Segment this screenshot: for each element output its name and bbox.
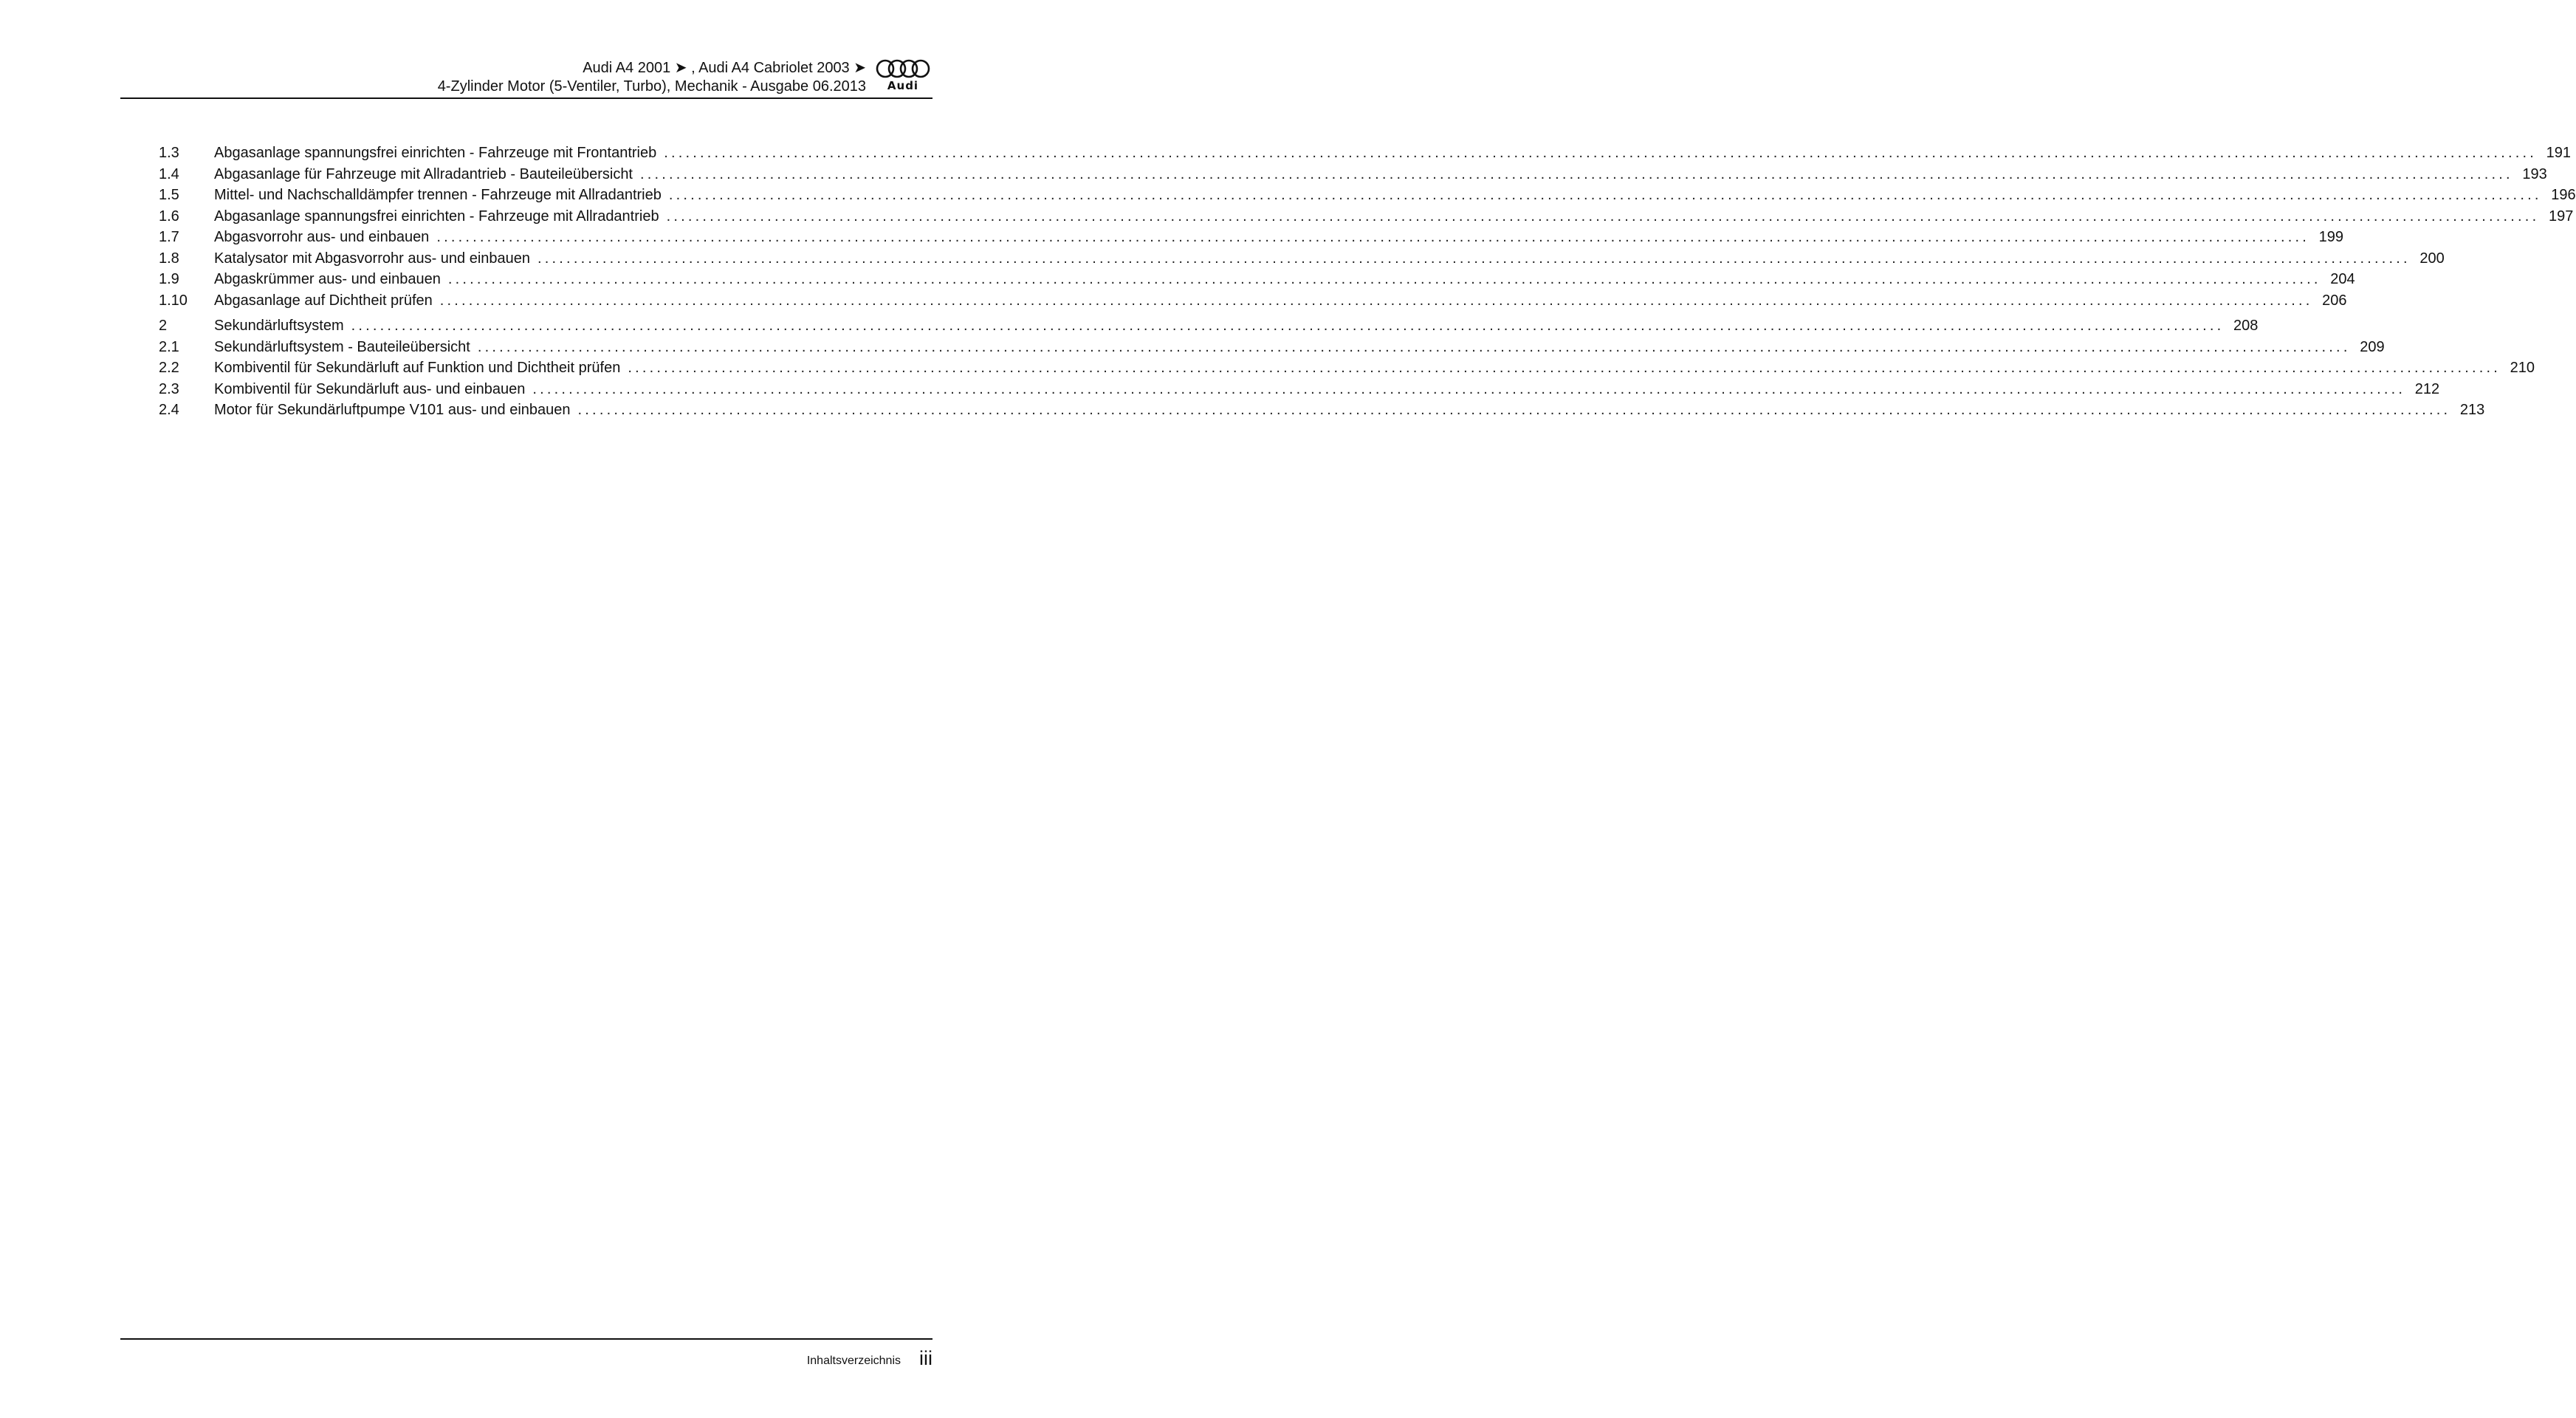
toc-dot-leader: .................................................................................................................................................................................................................................................................... (666, 208, 2540, 225)
audi-wordmark: Audi (887, 79, 919, 92)
toc-entry-title: Motor für Sekundärluftpumpe V101 aus- und einbauen (214, 402, 571, 418)
toc-entry[interactable] (159, 357, 2535, 379)
toc-entry-title: Abgasanlage auf Dichtheit prüfen (214, 292, 433, 309)
toc-entry-page: 208 (2233, 318, 2259, 334)
toc-entry-number: 1.8 (159, 250, 179, 267)
toc-dot-leader: .................................................................................................................................................................................................................................................................... (577, 402, 2451, 418)
toc-entry-page: 199 (2318, 229, 2344, 245)
toc-dot-leader: .................................................................................................................................................................................................................................................................... (436, 229, 2310, 245)
toc-entry[interactable] (159, 379, 2440, 400)
toc-entry-title: Abgasanlage spannungsfrei einrichten - Fahrzeuge mit Frontantrieb (214, 145, 657, 161)
toc-entry-title: Abgasanlage für Fahrzeuge mit Allradantrieb - Bauteileübersicht (214, 165, 633, 182)
toc-entry[interactable] (159, 248, 2445, 270)
toc-entry-title: Abgasvorrohr aus- und einbauen (214, 229, 430, 245)
audi-rings-icon (873, 59, 932, 78)
toc-entry-number: 2.3 (159, 380, 179, 397)
audi-logo (873, 59, 932, 95)
toc-entry-number: 1.5 (159, 187, 179, 203)
toc-dot-leader: .................................................................................................................................................................................................................................................................... (628, 360, 2501, 376)
toc-entry-page: 196 (2551, 187, 2576, 203)
toc-dot-leader: .................................................................................................................................................................................................................................................................... (477, 338, 2351, 355)
toc-entry[interactable] (159, 143, 2571, 164)
toc-entry-number: 1.3 (159, 145, 179, 161)
toc-entry-title: Abgaskrümmer aus- und einbauen (214, 271, 441, 287)
toc-entry-page: 213 (2459, 402, 2485, 418)
toc-entry[interactable] (159, 185, 2576, 206)
toc-entry[interactable] (159, 400, 2485, 421)
toc-entry-title: Abgasanlage spannungsfrei einrichten - Fahrzeuge mit Allradantrieb (214, 208, 659, 225)
toc-dot-leader: .................................................................................................................................................................................................................................................................... (537, 250, 2411, 267)
toc-entry-number: 2.4 (159, 402, 179, 418)
toc-entry-page: 210 (2510, 360, 2535, 376)
toc-entry-page: 191 (2546, 145, 2571, 161)
toc-entry-page: 209 (2360, 338, 2385, 355)
toc-entry-page: 193 (2522, 165, 2547, 182)
toc-entry-title: Katalysator mit Abgasvorrohr aus- und einbauen (214, 250, 531, 267)
toc-entry-number: 1.7 (159, 229, 179, 245)
toc-dot-leader: .................................................................................................................................................................................................................................................................... (447, 271, 2321, 287)
toc-entry[interactable] (159, 337, 2385, 358)
header-text (438, 59, 866, 96)
footer-divider (120, 1338, 932, 1340)
header-manual-line: 4-Zylinder Motor (5-Ventiler, Turbo), Mechanik - Ausgabe 06.2013 (437, 78, 866, 95)
toc-entry-page: 200 (2419, 250, 2445, 267)
toc-chapter-entry[interactable] (159, 315, 2259, 337)
toc-entry[interactable] (159, 227, 2344, 248)
toc-dot-leader: .................................................................................................................................................................................................................................................................... (532, 380, 2406, 397)
toc-entry-number: 2.1 (159, 338, 179, 355)
toc-entry-page: 204 (2330, 271, 2355, 287)
page-header (120, 55, 932, 99)
toc-entry-number: 2.2 (159, 360, 179, 376)
toc-entry[interactable] (159, 164, 2547, 185)
toc-entry-title: Sekundärluftsystem - Bauteileübersicht (214, 338, 470, 355)
toc-entry-page: 212 (2414, 380, 2440, 397)
toc-dot-leader: .................................................................................................................................................................................................................................................................... (439, 292, 2313, 309)
toc-entry[interactable] (159, 290, 2347, 312)
toc-entry-number: 1.4 (159, 165, 179, 182)
toc-dot-leader: .................................................................................................................................................................................................................................................................... (351, 318, 2225, 334)
footer-page-number: iii (919, 1347, 932, 1369)
toc-entry-number: 1.9 (159, 271, 179, 287)
toc-entry-page: 206 (2322, 292, 2347, 309)
toc-dot-leader: .................................................................................................................................................................................................................................................................... (640, 165, 2513, 182)
toc-entry-title: Mittel- und Nachschalldämpfer trennen - Fahrzeuge mit Allradantrieb (214, 187, 662, 203)
toc-entry-number: 2 (159, 318, 168, 334)
header-divider (120, 97, 932, 99)
toc-entry-title: Kombiventil für Sekundärluft auf Funktion und Dichtheit prüfen (214, 360, 621, 376)
toc-dot-leader: .................................................................................................................................................................................................................................................................... (668, 187, 2542, 203)
toc-entry-number: 1.10 (159, 292, 188, 309)
toc-dot-leader: .................................................................................................................................................................................................................................................................... (664, 145, 2537, 161)
toc-entry[interactable] (159, 206, 2574, 227)
header-model-line: Audi A4 2001 ➤ , Audi A4 Cabriolet 2003 ➤ (583, 60, 866, 76)
toc-entry-title: Sekundärluftsystem (214, 318, 344, 334)
toc-entry[interactable] (159, 269, 2355, 290)
toc-entry-page: 197 (2548, 208, 2574, 225)
table-of-contents (159, 143, 2576, 421)
toc-entry-number: 1.6 (159, 208, 179, 225)
toc-entry-title: Kombiventil für Sekundärluft aus- und einbauen (214, 380, 526, 397)
footer-section-label: Inhaltsverzeichnis (806, 1354, 901, 1367)
